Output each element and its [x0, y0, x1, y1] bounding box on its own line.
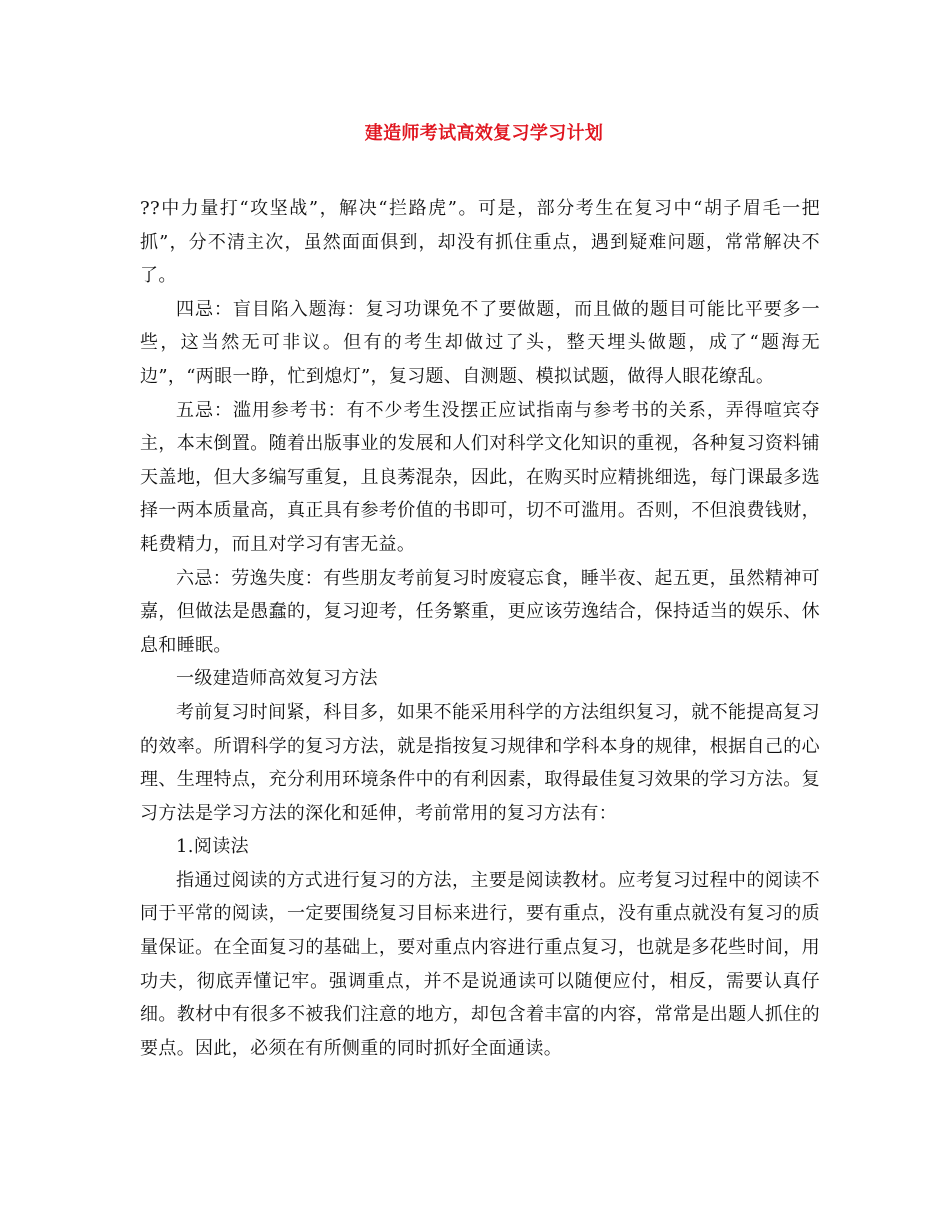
- paragraph-fifth-taboo: 五忌：滥用参考书：有不少考生没摆正应试指南与参考书的关系，弄得喧宾夺主，本末倒置。随着出版事业的发展和人们对科学文化知识的重视，各种复习资料铺天盖地，但大多编写重复，且良莠混杂，因此，在购买时应精挑细选，每门课最多选择一两本质量高，真正具有参考价值的书即可，切不可滥用。否则，不但浪费钱财，耗费精力，而且对学习有害无益。: [140, 399, 820, 555]
- document-page: [140, 118, 820, 1065]
- document-title: 建造师考试高效复习学习计划: [364, 123, 604, 144]
- paragraph-continuation: ??中力量打“攻坚战”，解决“拦路虎”。可是，部分考生在复习中“胡子眉毛一把抓”，分不清主次，虽然面面俱到，却没有抓住重点，遇到疑难问题，常常解决不了。: [140, 198, 820, 287]
- paragraph-sixth-taboo: 六忌：劳逸失度：有些朋友考前复习时废寝忘食，睡半夜、起五更，虽然精神可嘉，但做法是愚蠢的，复习迎考，任务繁重，更应该劳逸结合，保持适当的娱乐、休息和睡眠。: [140, 567, 820, 656]
- paragraph-fourth-taboo: 四忌：盲目陷入题海：复习功课免不了要做题，而且做的题目可能比平要多一些，这当然无可非议。但有的考生却做过了头，整天埋头做题，成了“题海无边”，“两眼一睁，忙到熄灯”，复习题、自测题、模拟试题，做得人眼花缭乱。: [140, 298, 820, 387]
- section-heading-review-methods: 一级建造师高效复习方法: [176, 668, 378, 690]
- paragraph-reading-method: 指通过阅读的方式进行复习的方法，主要是阅读教材。应考复习过程中的阅读不同于平常的阅读，一定要围绕复习目标来进行，要有重点，没有重点就没有复习的质量保证。在全面复习的基础上，要对重点内容进行重点复习，也就是多花些时间，用功夫，彻底弄懂记牢。强调重点，并不是说通读可以随便应付，相反，需要认真仔细。教材中有很多不被我们注意的地方，却包含着丰富的内容，常常是出题人抓住的要点。因此，必须在有所侧重的同时抓好全面通读。: [140, 869, 820, 1059]
- subheading-reading-method: 1.阅读法: [176, 836, 249, 858]
- paragraph-review-methods-intro: 考前复习时间紧，科目多，如果不能采用科学的方法组织复习，就不能提高复习的效率。所谓科学的复习方法，就是指按复习规律和学科本身的规律，根据自己的心理、生理特点，充分利用环境条件中的有利因素，取得最佳复习效果的学习方法。复习方法是学习方法的深化和延伸，考前常用的复习方法有：: [140, 701, 820, 824]
